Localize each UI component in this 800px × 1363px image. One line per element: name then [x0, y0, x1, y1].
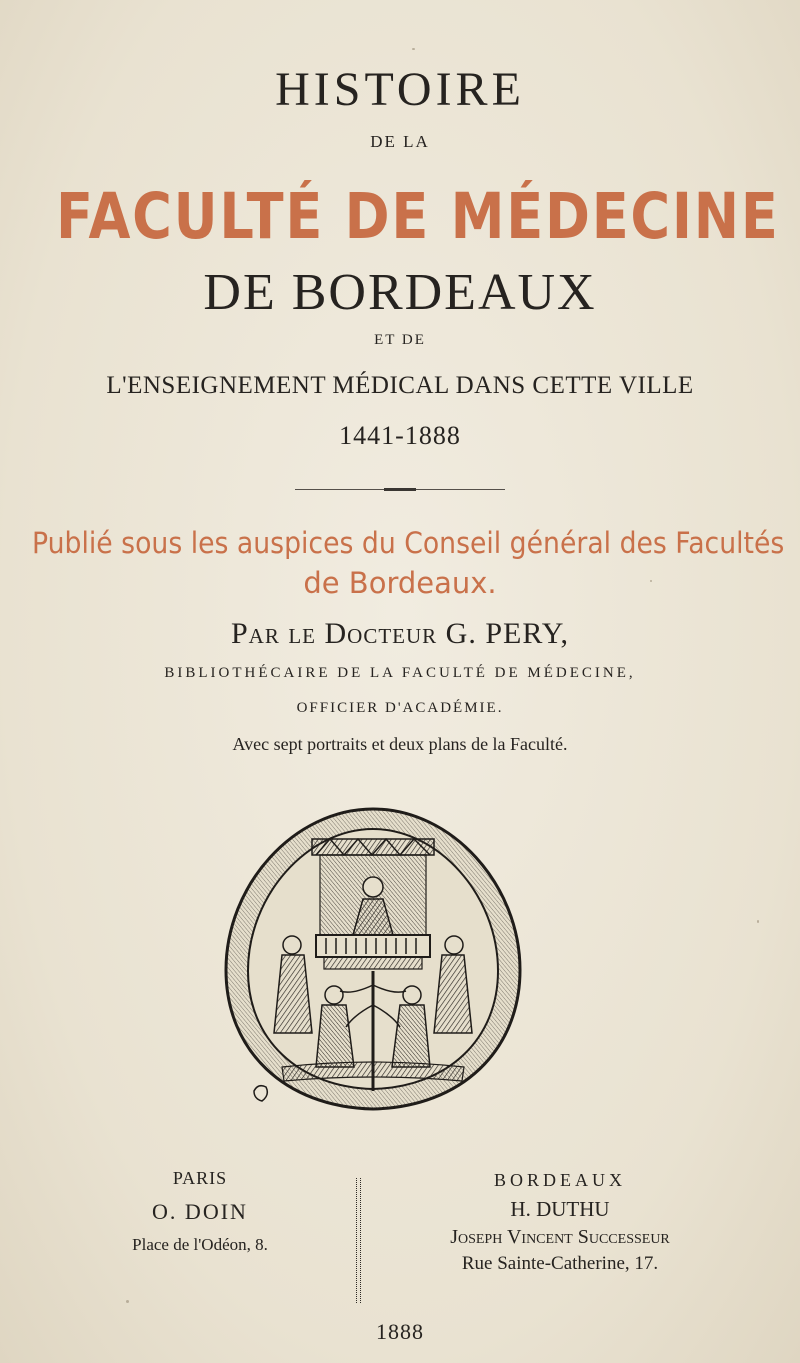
publisher-paris	[90, 1168, 310, 1255]
publisher-bordeaux-city: BORDEAUX	[493, 1170, 626, 1190]
seal-engraving-icon	[212, 795, 534, 1121]
title-et-de: ET DE	[374, 332, 426, 348]
ornamental-rule	[295, 488, 505, 492]
publication-year: 1888	[376, 1319, 424, 1344]
title-de-la: DE LA	[370, 132, 430, 151]
title-bordeaux: DE BORDEAUX	[203, 264, 597, 321]
title-dates: 1441-1888	[339, 421, 461, 450]
publisher-divider	[356, 1178, 361, 1303]
illustrations-note: Avec sept portraits et deux plans de la Faculté.	[232, 734, 568, 754]
publisher-bordeaux	[395, 1170, 725, 1275]
publisher-paris-name: O. DOIN	[152, 1199, 248, 1224]
title-faculte: FACULTÉ DE MÉDECINE	[56, 180, 780, 253]
publisher-bordeaux-name: H. DUTHU	[510, 1197, 610, 1221]
author-line: Par le Docteur G. PERY,	[230, 617, 569, 650]
author-role-1: BIBLIOTHÉCAIRE DE LA FACULTÉ DE MÉDECINE,	[164, 665, 636, 681]
publie-line-1: Publié sous les auspices du Conseil général des Facultés	[32, 526, 785, 560]
publisher-paris-city: PARIS	[172, 1168, 228, 1188]
title-enseignement: L'ENSEIGNEMENT MÉDICAL DANS CETTE VILLE	[106, 372, 694, 399]
publisher-bordeaux-address: Rue Sainte-Catherine, 17.	[461, 1253, 659, 1274]
publie-line-2: de Bordeaux.	[303, 566, 497, 600]
title-histoire: HISTOIRE	[275, 63, 525, 116]
publisher-bordeaux-successor: Joseph Vincent Successeur	[450, 1226, 670, 1248]
publisher-paris-address: Place de l'Odéon, 8.	[132, 1235, 268, 1254]
author-role-2: OFFICIER D'ACADÉMIE.	[296, 700, 504, 716]
